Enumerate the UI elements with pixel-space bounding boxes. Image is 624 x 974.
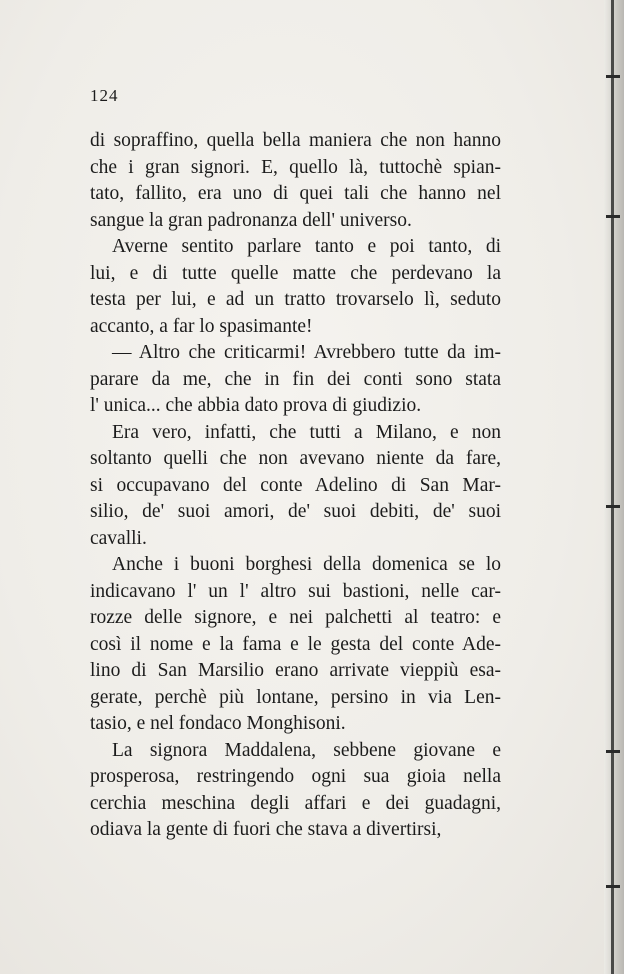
paragraph: [90, 340, 501, 420]
paragraph: [90, 420, 501, 553]
text-line: testa per lui, e ad un tratto trovarselo lì, seduto: [90, 289, 501, 310]
text-line: silio, de' suoi amori, de' suoi debiti, de' suoi: [90, 501, 501, 522]
text-line: tato, fallito, era uno di quei tali che hanno nel: [90, 183, 501, 204]
binding-thread: [606, 215, 620, 218]
text-line: gerate, perchè più lontane, persino in via Len-: [90, 686, 501, 708]
binding-thread: [606, 505, 620, 508]
text-line: — Altro che criticarmi! Avrebbero tutte da im-: [112, 342, 501, 363]
binding-thread: [606, 750, 620, 753]
text-line: tasio, e nel fondaco Monghisoni.: [90, 713, 346, 734]
page-binding-edge: [604, 0, 624, 974]
text-line: indicavano l' un l' altro sui bastioni, nelle car-: [90, 580, 501, 602]
binding-thread: [606, 885, 620, 888]
page-number: 124: [90, 86, 119, 105]
text-line: odiava la gente di fuori che stava a divertirsi,: [90, 819, 442, 840]
text-line: parare da me, che in fin dei conti sono stata: [90, 368, 501, 390]
text-line: soltanto quelli che non avevano niente da fare,: [90, 448, 501, 469]
text-line: prosperosa, restringendo ogni sua gioia nella: [90, 766, 501, 787]
text-line: Anche i buoni borghesi della domenica se lo: [112, 554, 501, 575]
paragraph: [90, 234, 501, 340]
text-line: che i gran signori. E, quello là, tuttochè spian-: [90, 156, 501, 178]
text-line: rozze delle signore, e nei palchetti al teatro: e: [90, 607, 501, 628]
text-line: cerchia meschina degli affari e dei guadagni,: [90, 792, 501, 814]
body-text: [90, 128, 501, 844]
paragraph: [90, 552, 501, 738]
text-line: La signora Maddalena, sebbene giovane e: [112, 739, 501, 761]
paragraph: [90, 128, 501, 234]
text-line: accanto, a far lo spasimante!: [90, 315, 313, 337]
text-line: lui, e di tutte quelle matte che perdevano la: [90, 262, 501, 284]
paragraph: [90, 738, 501, 844]
text-line: cavalli.: [90, 527, 147, 549]
text-line: di sopraffino, quella bella maniera che non hanno: [90, 130, 501, 151]
text-line: Averne sentito parlare tanto e poi tanto, di: [112, 236, 501, 257]
text-line: lino di San Marsilio erano arrivate vieppiù esa-: [90, 660, 501, 681]
text-line: Era vero, infatti, che tutti a Milano, e non: [112, 421, 501, 443]
binding-line: [611, 0, 614, 974]
text-line: l' unica... che abbia dato prova di giudizio.: [90, 395, 422, 416]
text-line: sangue la gran padronanza dell' universo.: [90, 209, 412, 231]
binding-thread: [606, 75, 620, 78]
text-line: si occupavano del conte Adelino di San Mar-: [90, 474, 501, 496]
text-line: così il nome e la fama e le gesta del conte Ade-: [90, 633, 501, 655]
